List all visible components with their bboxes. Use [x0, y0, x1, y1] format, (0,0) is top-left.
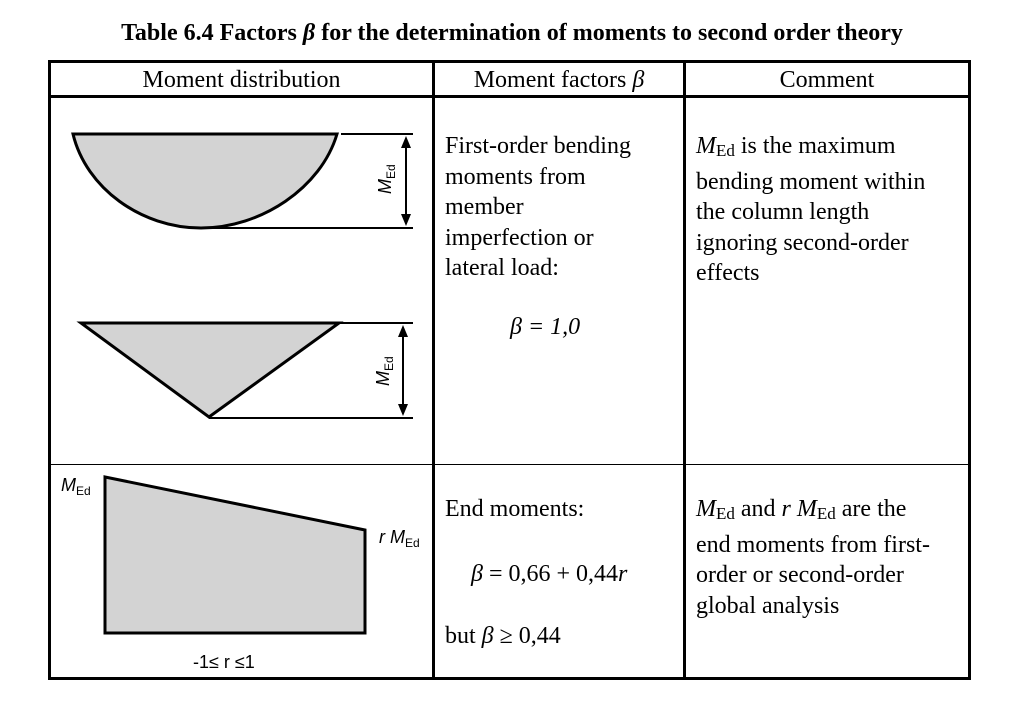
row1-comment-subscript: Ed	[716, 141, 735, 160]
header-moment-distribution: Moment distribution	[142, 67, 341, 93]
header-comment: Comment	[779, 67, 875, 93]
row1-beta-value: β = 1,0	[510, 314, 581, 340]
column-divider-1	[432, 63, 435, 677]
header-moment-factors	[435, 65, 683, 95]
row1-comment-line: the column length	[696, 199, 870, 225]
row2-beta-rest: = 0,66 + 0,44	[482, 561, 619, 587]
row2-comment-line: end moments from first-	[696, 531, 930, 558]
row2-beta-symbol: β	[471, 561, 483, 587]
row2-limit-beta: β	[481, 623, 494, 649]
row2-comment-and: and	[734, 496, 782, 522]
table-title	[0, 16, 1024, 50]
row1-comment-m-symbol: M	[696, 133, 716, 159]
row1-factor-line: imperfection or	[445, 224, 594, 251]
row2-comment-sub2: Ed	[816, 504, 836, 523]
right-end-moment-label: r $M_{Ed}$	[379, 527, 420, 550]
row2-factor-title: End moments:	[445, 496, 585, 522]
column-divider-2	[683, 63, 686, 677]
row1-comment-line: ignoring second-order	[696, 229, 909, 256]
row2-limit-prefix: but	[445, 623, 482, 649]
triangle-arrow-up	[398, 325, 408, 337]
row2-comment-line-1	[696, 494, 930, 530]
row1-factor-line: lateral load:	[445, 255, 559, 281]
row1-comment-text: is the maximum	[734, 133, 896, 159]
triangle-arrow-down	[398, 404, 408, 416]
parabola-med-label: $M_{Ed}$	[375, 164, 398, 194]
row2-comment-m1: M	[696, 496, 716, 522]
trapezoid-moment-shape	[105, 477, 365, 633]
row2-diagram	[51, 465, 431, 680]
row2-beta-limit	[445, 621, 561, 652]
title-beta-symbol: β	[302, 20, 316, 46]
row1-beta-formula	[510, 312, 580, 343]
row2-comment-m2: M	[790, 496, 817, 522]
title-prefix: Table 6.4 Factors	[121, 20, 303, 46]
moment-factors-table	[48, 60, 971, 680]
ratio-range-label: -1≤ r ≤1	[193, 652, 255, 672]
row2-comment-line: order or second-order	[696, 562, 904, 588]
row1-diagrams	[51, 98, 431, 464]
row1-factor-line: moments from	[445, 163, 586, 190]
header-beta-symbol: β	[632, 67, 645, 93]
row1-factor-line: member	[445, 194, 524, 220]
row1-comment	[696, 131, 925, 289]
parabola-arrow-up	[401, 136, 411, 148]
row1-comment-line: bending moment within	[696, 168, 926, 195]
left-end-moment-label: $M_{Ed}$	[61, 475, 91, 498]
row1-comment-line: effects	[696, 260, 760, 286]
triangular-moment-shape	[81, 323, 339, 417]
row2-comment-end: are the	[835, 496, 907, 522]
row1-factor-line: First-order bending	[445, 133, 631, 159]
title-suffix: for the determination of moments to second order theory	[315, 20, 903, 46]
row2-comment-sub1: Ed	[716, 504, 735, 523]
header-moment-factors-text: Moment factors	[473, 67, 633, 93]
triangle-med-label: $M_{Ed}$	[373, 356, 396, 386]
parabolic-moment-shape	[73, 134, 337, 228]
row1-comment-line-1	[696, 131, 925, 167]
row2-limit-value: ≥ 0,44	[493, 623, 561, 649]
row1-factor-description	[445, 131, 631, 284]
parabola-arrow-down	[401, 214, 411, 226]
row2-comment-line: global analysis	[696, 592, 840, 619]
row2-comment-r: r	[781, 496, 791, 522]
row2-r-symbol: r	[618, 561, 628, 587]
row2-comment	[696, 494, 930, 621]
row2-beta-formula	[471, 559, 627, 590]
